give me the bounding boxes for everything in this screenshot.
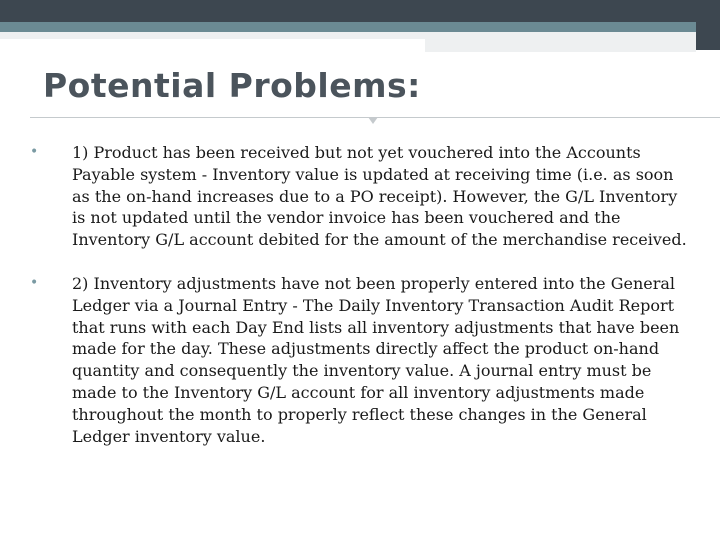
header-light-bar [0, 32, 696, 39]
header-corner-block [696, 0, 720, 50]
bullet-text: 1) Product has been received but not yet vouchered into the Accounts Payable system - Inventory value is updated at receiving time (i.e. as soon as the on-hand increases due to a PO receipt). However, the G/L Inventory is not updated until the vendor invoice has been vouchered and the Inventory G/L account debited for the amount of the merchandise received. [72, 143, 687, 250]
header-accent-stripe [0, 22, 696, 32]
header-light-tab [425, 39, 696, 52]
header-dark-band [0, 0, 720, 22]
bullet-item [30, 273, 690, 447]
bullet-marker: • [30, 144, 39, 160]
slide-body [30, 142, 690, 467]
slide-title: Potential Problems: [43, 66, 421, 105]
bullet-marker: • [30, 274, 39, 291]
bullet-item [30, 142, 690, 251]
bullet-text: 2) Inventory adjustments have not been properly entered into the General Ledger via a Journal Entry - The Daily Inventory Transaction Audit Report that runs with each Day End lists all inventory adjustments that have been made for the day. These adjustments directly affect the product on-hand quantity and consequently the inventory value. A journal entry must be made to the Inventory G/L account for all inventory adjustments made throughout the month to properly reflect these changes in the General Ledger inventory value. [72, 273, 680, 446]
title-divider-notch [368, 117, 378, 124]
